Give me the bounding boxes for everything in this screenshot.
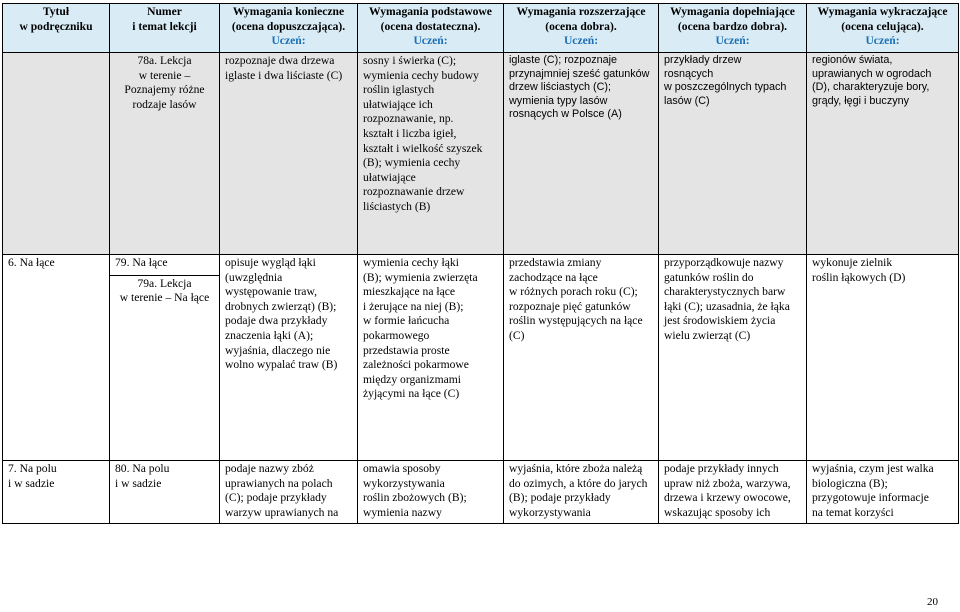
cell-line: łąki (C); uzasadnia, że łąka <box>664 299 790 313</box>
cell-line: roślin iglastych <box>363 83 435 97</box>
header-label: Tytuł <box>42 5 70 18</box>
cell-line: (C) <box>509 328 525 342</box>
level-grade: (ocena dopuszczająca). <box>231 19 346 33</box>
cell-line: (D), charakteryzuje bory, <box>812 81 930 93</box>
lesson-cell <box>110 255 220 461</box>
cell-line: wymienia nazwy <box>363 505 442 519</box>
cell-line: i w sadzie <box>115 476 162 490</box>
page-number: 20 <box>927 596 938 608</box>
title-cell <box>3 255 110 461</box>
cell-line: między organizmami <box>363 372 461 386</box>
cell-line: wyjaśnia, czym jest walka <box>812 462 934 475</box>
dopelniajace-cell <box>659 255 807 461</box>
cell-line: 78a. Lekcja <box>137 54 192 67</box>
cell-line: jest środowiskiem życia <box>664 314 776 328</box>
cell-line: na temat korzyści <box>812 505 894 519</box>
level-grade: (ocena bardzo dobra). <box>677 19 788 33</box>
cell-line: 7. Na polu <box>8 462 57 475</box>
cell-line: omawia sposoby <box>363 462 441 475</box>
cell-line: i żerujące na niej (B); <box>363 299 464 313</box>
cell-line: rodzaje lasów <box>132 97 197 111</box>
lesson-primary <box>110 255 219 276</box>
cell-line: opisuje wygląd łąki <box>225 256 316 269</box>
cell-line: ułatwiające <box>363 170 416 184</box>
level-name: Wymagania rozszerzające <box>516 5 646 18</box>
cell-line: podaje dwa przykłady <box>225 314 328 328</box>
header-level-rozszerzajace <box>504 4 659 53</box>
cell-line: przedstawia zmiany <box>509 256 602 269</box>
table-header-row <box>3 4 959 53</box>
rozszerzajace-cell <box>504 255 659 461</box>
cell-line: roślin zbożowych (B); <box>363 491 467 505</box>
cell-line: żyjącymi na łące (C) <box>363 387 460 401</box>
cell-line: zachodzące na łące <box>509 270 598 284</box>
cell-line: wymienia cechy łąki <box>363 256 459 269</box>
table-row <box>3 255 959 461</box>
cell-line: pokarmowego <box>363 328 430 342</box>
cell-line: przygotowuje informacje <box>812 491 929 505</box>
cell-line: sosny i świerka (C); <box>363 54 457 67</box>
lesson-cell <box>110 461 220 524</box>
header-level-podstawowe <box>358 4 504 53</box>
cell-line: przedstawia proste <box>363 343 450 357</box>
podstawowe-cell <box>358 461 504 524</box>
title-cell <box>3 53 110 255</box>
cell-line: rozpoznawanie, np. <box>363 112 454 126</box>
rozszerzajace-cell <box>504 53 659 255</box>
konieczne-cell <box>220 461 358 524</box>
cell-line: (B); wymienia zwierzęta <box>363 270 478 284</box>
cell-line: drzewa i krzewy owocowe, <box>664 491 791 505</box>
cell-line: w terenie – Na łące <box>119 291 210 305</box>
cell-line: podaje przykłady innych <box>664 462 779 475</box>
level-student: Uczeń: <box>865 34 900 48</box>
cell-line: biologiczna (B); <box>812 476 888 490</box>
cell-line: ułatwiające ich <box>363 97 433 111</box>
cell-line: Poznajemy różne <box>124 83 205 97</box>
cell-line: lasów (C) <box>664 94 710 107</box>
cell-line: do ozimych, a które do jarych <box>509 476 648 490</box>
header-level-wykraczajace <box>807 4 959 53</box>
cell-line: iglaste (C); rozpoznaje <box>509 54 618 66</box>
cell-line: w różnych porach roku (C); <box>509 285 638 299</box>
cell-line: roślin występujących na łące <box>509 314 643 328</box>
level-grade: (ocena dostateczna). <box>380 19 481 33</box>
cell-line: kształt i liczba igieł, <box>363 126 457 140</box>
cell-line: (B); wymienia cechy <box>363 156 461 170</box>
cell-line: drzew liściastych (C); <box>509 81 611 93</box>
curriculum-requirements-table <box>2 3 959 524</box>
podstawowe-cell <box>358 255 504 461</box>
wykraczajace-cell <box>807 461 959 524</box>
cell-line: wykorzystywania <box>509 505 591 519</box>
cell-line: występowanie traw, <box>225 285 317 299</box>
level-name: Wymagania wykraczające <box>817 5 948 18</box>
header-label: Numer <box>147 5 182 18</box>
cell-line: wykonuje zielnik <box>812 256 893 269</box>
header-label: w podręczniku <box>19 19 93 33</box>
header-title-cell <box>3 4 110 53</box>
level-grade: (ocena dobra). <box>545 19 617 33</box>
wykraczajace-cell <box>807 53 959 255</box>
level-student: Uczeń: <box>413 34 448 48</box>
cell-line: regionów świata, <box>812 54 893 66</box>
cell-line: (C); podaje przykłady <box>225 491 327 505</box>
cell-line: wolno wypalać traw (B) <box>225 358 338 372</box>
cell-line: wielu zwierząt (C) <box>664 328 751 342</box>
cell-line: (B); podaje przykłady <box>509 491 611 505</box>
level-student: Uczeń: <box>271 34 306 48</box>
cell-line: grądy, łęgi i buczyny <box>812 94 910 107</box>
header-level-konieczne <box>220 4 358 53</box>
cell-line: gatunków roślin do <box>664 270 754 284</box>
konieczne-cell <box>220 53 358 255</box>
cell-line: zależności pokarmowe <box>363 358 469 372</box>
cell-line: drobnych zwierząt) (B); <box>225 299 337 313</box>
cell-line: wyjaśnia, dlaczego nie <box>225 343 331 357</box>
cell-line: wykorzystywania <box>363 476 445 490</box>
dopelniajace-cell <box>659 461 807 524</box>
cell-line: kształt i wielkość szyszek <box>363 141 483 155</box>
cell-line: i w sadzie <box>8 476 55 490</box>
cell-line: uprawianych na polach <box>225 476 333 490</box>
cell-line: liściastych (B) <box>363 199 431 213</box>
dopelniajace-cell <box>659 53 807 255</box>
podstawowe-cell <box>358 53 504 255</box>
cell-line: znaczenia łąki (A); <box>225 328 314 342</box>
level-name: Wymagania dopełniające <box>670 5 795 18</box>
cell-line: warzyw uprawianych na <box>225 505 339 519</box>
cell-line: podaje nazwy zbóż <box>225 462 314 475</box>
cell-line: upraw niż zboża, warzywa, <box>664 476 791 490</box>
cell-line: rosnących w Polsce (A) <box>509 108 622 120</box>
cell-line: rozpoznawanie drzew <box>363 185 465 199</box>
cell-line: 79. Na łące <box>115 256 168 269</box>
level-name: Wymagania podstawowe <box>369 5 492 18</box>
cell-line: uprawianych w ogrodach <box>812 67 932 80</box>
cell-line: wskazując sposoby ich <box>664 505 771 519</box>
header-level-dopelniajace <box>659 4 807 53</box>
cell-line: roślin łąkowych (D) <box>812 270 906 284</box>
cell-line: w terenie – <box>138 68 191 82</box>
cell-line: 80. Na polu <box>115 462 170 475</box>
header-label: i temat lekcji <box>132 19 197 33</box>
lesson-cell <box>110 53 220 255</box>
lesson-field <box>110 276 219 306</box>
cell-line: przykłady drzew <box>664 54 742 66</box>
cell-line: 79a. Lekcja <box>137 276 192 290</box>
cell-line: wymienia typy lasów <box>509 94 608 107</box>
level-name: Wymagania konieczne <box>232 5 345 18</box>
cell-line: przynajmniej sześć gatunków <box>509 67 650 80</box>
cell-line: rosnących <box>664 67 714 80</box>
header-lesson-cell <box>110 4 220 53</box>
table-row <box>3 461 959 524</box>
cell-line: iglaste i dwa liściaste (C) <box>225 68 343 82</box>
cell-line: w poszczególnych typach <box>664 81 787 93</box>
cell-line: mieszkające na łące <box>363 285 456 299</box>
level-student: Uczeń: <box>563 34 599 48</box>
cell-line: w formie łańcucha <box>363 314 450 328</box>
cell-line: wyjaśnia, które zboża należą <box>509 462 643 475</box>
cell-line: 6. Na łące <box>8 256 55 269</box>
cell-line: rozpoznaje pięć gatunków <box>509 299 631 313</box>
konieczne-cell <box>220 255 358 461</box>
cell-line: wymienia cechy budowy <box>363 68 479 82</box>
cell-line: charakterystycznych barw <box>664 285 786 299</box>
rozszerzajace-cell <box>504 461 659 524</box>
cell-line: (uwzględnia <box>225 270 283 284</box>
cell-line: rozpoznaje dwa drzewa <box>225 54 335 67</box>
level-grade: (ocena celująca). <box>841 19 924 33</box>
level-student: Uczeń: <box>715 34 750 48</box>
cell-line: przyporządkowuje nazwy <box>664 256 784 269</box>
wykraczajace-cell <box>807 255 959 461</box>
table-row <box>3 53 959 255</box>
title-cell <box>3 461 110 524</box>
